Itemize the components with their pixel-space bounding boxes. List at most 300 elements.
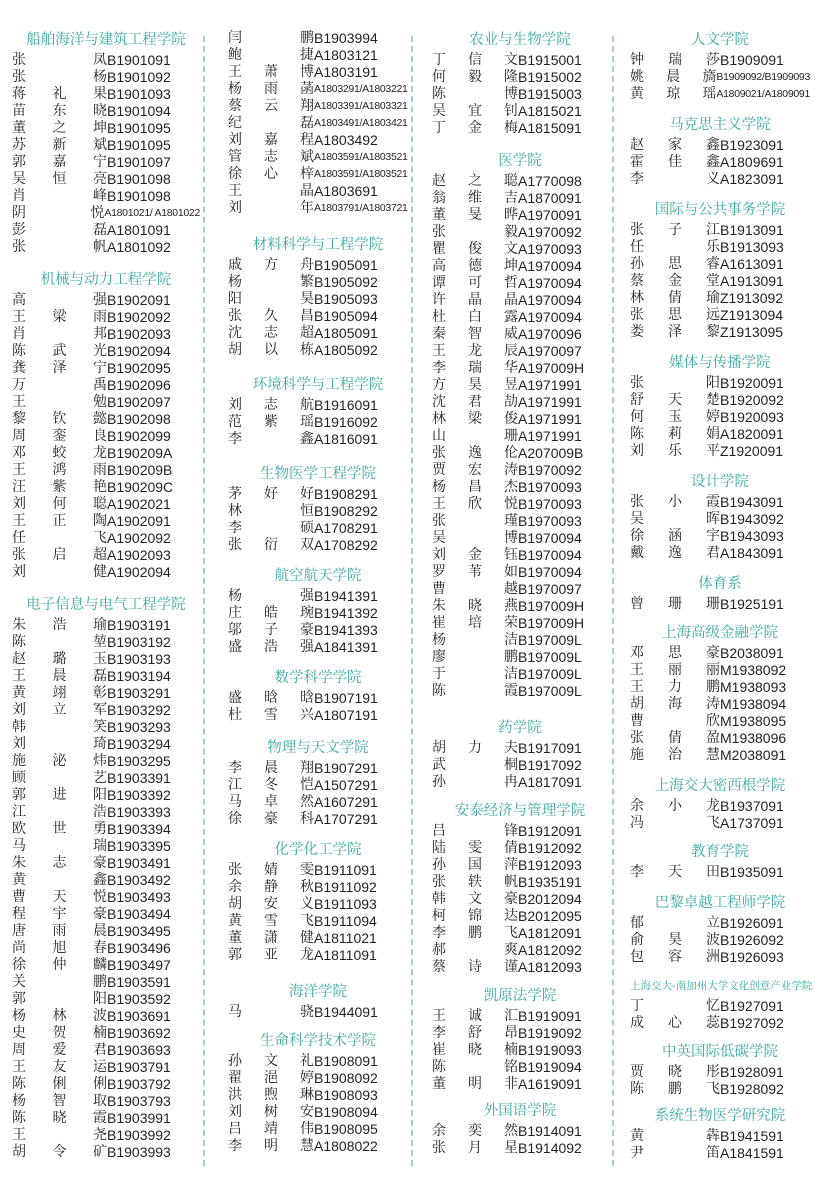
list-item bbox=[630, 662, 810, 679]
student-name: 蔡诗谨 bbox=[432, 959, 518, 975]
list-item bbox=[432, 173, 608, 190]
student-id: A1815021 bbox=[518, 103, 582, 119]
student-id: B1908291 bbox=[314, 486, 378, 502]
section-title: 外国语学院 bbox=[483, 1103, 557, 1119]
list-item bbox=[432, 891, 608, 908]
student-id: B1927092 bbox=[720, 1015, 784, 1031]
student-id: B1916092 bbox=[314, 414, 378, 430]
faculty-section bbox=[432, 986, 608, 1093]
student-name: 王诚汇 bbox=[432, 1008, 518, 1024]
student-id: B1901093 bbox=[107, 86, 171, 102]
student-id: B1903495 bbox=[107, 923, 171, 939]
list-item bbox=[432, 241, 608, 258]
student-id: B1926093 bbox=[720, 949, 784, 965]
student-id: B1920091 bbox=[720, 375, 784, 391]
section-title: 系统生物医学研究院 bbox=[654, 1108, 786, 1124]
student-id: B1901097 bbox=[107, 154, 171, 170]
student-id: A1817091 bbox=[518, 774, 582, 790]
list-item bbox=[432, 598, 608, 615]
student-name: 丁 忆 bbox=[630, 998, 720, 1014]
student-id: A1809691 bbox=[720, 154, 784, 170]
student-id: A1820091 bbox=[720, 426, 784, 442]
student-id: B2012095 bbox=[518, 908, 582, 924]
list-item bbox=[228, 760, 408, 777]
list-item bbox=[12, 513, 200, 530]
student-name: 曹 越 bbox=[432, 581, 518, 597]
list-item bbox=[228, 862, 408, 879]
student-name: 王丽丽 bbox=[630, 662, 720, 678]
student-id: Z1920091 bbox=[720, 443, 784, 459]
student-name: 李 硕 bbox=[228, 520, 314, 536]
student-id: B1925191 bbox=[720, 596, 784, 612]
student-name: 刘乐平 bbox=[630, 443, 720, 459]
list-item bbox=[12, 154, 200, 171]
student-name: 黄雪飞 bbox=[228, 913, 314, 929]
student-name: 张倩盈 bbox=[630, 730, 720, 746]
student-name: 庄皓琬 bbox=[228, 605, 314, 621]
student-id: A1870091 bbox=[518, 190, 582, 206]
student-id: B1941392 bbox=[314, 605, 378, 621]
student-name: 范紫瑶 bbox=[228, 414, 314, 430]
student-id: B1927091 bbox=[720, 998, 784, 1014]
student-id: A1801021/ A1801022 bbox=[104, 207, 200, 219]
list-item bbox=[630, 443, 810, 460]
student-id: B1903592 bbox=[107, 991, 171, 1007]
student-name: 陈 堃 bbox=[12, 634, 107, 650]
student-name: 尚旭春 bbox=[12, 940, 107, 956]
faculty-section bbox=[630, 842, 810, 881]
student-name: 张 阳 bbox=[630, 375, 720, 391]
faculty-section bbox=[630, 976, 813, 1032]
student-id: B1903295 bbox=[107, 753, 171, 769]
student-name: 刘嘉程 bbox=[228, 132, 314, 148]
student-id: A1970094 bbox=[518, 309, 582, 325]
list-item bbox=[630, 713, 810, 730]
student-name: 刘 年 bbox=[228, 200, 314, 216]
student-name: 鲍 捷 bbox=[228, 47, 314, 63]
student-name: 方昊昱 bbox=[432, 377, 518, 393]
student-name: 阴 悦 bbox=[12, 205, 105, 221]
list-item bbox=[12, 804, 200, 821]
list-item bbox=[432, 740, 608, 757]
list-item bbox=[432, 275, 608, 292]
student-name: 廖 鹏 bbox=[432, 649, 518, 665]
student-name: 王 尧 bbox=[12, 1127, 107, 1143]
student-id: A1843091 bbox=[720, 545, 784, 561]
list-item bbox=[630, 815, 810, 832]
list-item bbox=[228, 622, 408, 639]
list-item bbox=[12, 205, 200, 222]
list-item bbox=[630, 273, 810, 290]
student-name: 郭进阳 bbox=[12, 787, 107, 803]
list-item bbox=[432, 86, 608, 103]
student-name: 陈晓霞 bbox=[12, 1110, 107, 1126]
student-name: 瞿俊文 bbox=[432, 241, 518, 257]
student-name: 俞昊波 bbox=[630, 932, 720, 948]
list-item bbox=[12, 530, 200, 547]
student-id: B1919091 bbox=[518, 1008, 582, 1024]
student-id: A1811091 bbox=[314, 947, 377, 963]
list-item bbox=[12, 171, 200, 188]
list-item bbox=[432, 925, 608, 942]
student-id: A1971991 bbox=[518, 394, 582, 410]
student-name: 杨 强 bbox=[228, 588, 314, 604]
student-name: 徐心梓 bbox=[228, 166, 314, 182]
list-item bbox=[228, 342, 408, 359]
student-id: A1971991 bbox=[518, 411, 582, 427]
student-name: 郭嘉宁 bbox=[12, 154, 107, 170]
student-id: A1507291 bbox=[314, 777, 378, 793]
student-id: A1970094 bbox=[518, 275, 582, 291]
student-id: B1908095 bbox=[314, 1121, 378, 1137]
student-name: 吕靖伟 bbox=[228, 1121, 314, 1137]
list-item bbox=[228, 166, 408, 183]
list-item bbox=[12, 906, 200, 923]
list-item bbox=[432, 309, 608, 326]
student-id: B1913093 bbox=[720, 239, 784, 255]
student-id: B1970094 bbox=[518, 547, 582, 563]
section-title: 巴黎卓越工程师学院 bbox=[654, 895, 786, 911]
list-item bbox=[630, 1015, 810, 1032]
student-name: 吴宜钊 bbox=[432, 103, 518, 119]
student-id: B1901095 bbox=[107, 120, 171, 136]
student-name: 黄 鑫 bbox=[12, 872, 107, 888]
student-name: 韩 笑 bbox=[12, 719, 107, 735]
student-name: 张逸伦 bbox=[432, 445, 518, 461]
student-name: 陆雯倩 bbox=[432, 840, 518, 856]
student-name: 周銮良 bbox=[12, 428, 107, 444]
student-id: B2012094 bbox=[518, 891, 582, 907]
student-id: B1902092 bbox=[107, 309, 171, 325]
student-name: 阳 昊 bbox=[228, 291, 314, 307]
list-item bbox=[432, 564, 608, 581]
list-item bbox=[12, 239, 200, 256]
student-id: B1903192 bbox=[107, 634, 171, 650]
list-item bbox=[12, 991, 200, 1008]
list-item bbox=[432, 581, 608, 598]
student-name: 王正陶 bbox=[12, 513, 107, 529]
list-item bbox=[228, 690, 408, 707]
student-id: A1613091 bbox=[720, 256, 784, 272]
student-name: 胡令矿 bbox=[12, 1144, 107, 1160]
list-item bbox=[432, 428, 608, 445]
student-name: 朱志豪 bbox=[12, 855, 107, 871]
student-name: 郁 立 bbox=[630, 915, 720, 931]
list-item bbox=[432, 942, 608, 959]
list-item bbox=[432, 190, 608, 207]
student-id: B1903591 bbox=[107, 974, 171, 990]
student-name: 沈君劼 bbox=[432, 394, 518, 410]
student-name: 任 乐 bbox=[630, 239, 720, 255]
student-id: B1902098 bbox=[107, 411, 171, 427]
student-name: 张 凤 bbox=[12, 52, 107, 68]
student-name: 徐豪科 bbox=[228, 811, 314, 827]
student-name: 李舒昂 bbox=[432, 1025, 518, 1041]
student-id: A1809021/A1809091 bbox=[716, 88, 810, 100]
student-id: B197009L bbox=[518, 632, 582, 648]
student-name: 张 杨 bbox=[12, 69, 107, 85]
list-item bbox=[432, 343, 608, 360]
student-name: 王力鹏 bbox=[630, 679, 720, 695]
list-item bbox=[432, 874, 608, 891]
student-name: 丁信文 bbox=[432, 52, 518, 68]
student-id: B1903292 bbox=[107, 702, 171, 718]
list-item bbox=[630, 932, 810, 949]
student-name: 刘立军 bbox=[12, 702, 107, 718]
list-item bbox=[432, 103, 608, 120]
faculty-section bbox=[630, 574, 810, 613]
student-id: B1970094 bbox=[518, 564, 582, 580]
list-item bbox=[432, 840, 608, 857]
student-name: 郭 阳 bbox=[12, 991, 107, 1007]
faculty-section bbox=[228, 235, 408, 359]
list-item bbox=[432, 757, 608, 774]
student-name: 舒天楚 bbox=[630, 392, 720, 408]
list-item bbox=[12, 428, 200, 445]
student-id: A1707291 bbox=[314, 811, 378, 827]
student-id: B1919092 bbox=[518, 1025, 582, 1041]
student-id: A1970097 bbox=[518, 343, 582, 359]
student-id: B1903993 bbox=[107, 1144, 171, 1160]
list-item bbox=[630, 239, 810, 256]
student-id: B1914092 bbox=[518, 1140, 582, 1156]
student-id: B1928092 bbox=[720, 1081, 784, 1097]
list-item bbox=[12, 1093, 200, 1110]
student-id: A1812092 bbox=[518, 942, 582, 958]
student-name: 吴 晖 bbox=[630, 511, 720, 527]
student-name: 吴 博 bbox=[432, 530, 518, 546]
student-name: 杜雪兴 bbox=[228, 707, 314, 723]
student-name: 杨林波 bbox=[12, 1008, 107, 1024]
section-title: 上海交大密西根学院 bbox=[654, 778, 786, 794]
section-title: 电子信息与电气工程学院 bbox=[26, 597, 186, 613]
list-item bbox=[432, 411, 608, 428]
student-name: 孙国萍 bbox=[432, 857, 518, 873]
list-item bbox=[228, 947, 408, 964]
faculty-section bbox=[228, 982, 408, 1021]
student-id: B1911091 bbox=[314, 862, 377, 878]
student-name: 董潇健 bbox=[228, 930, 314, 946]
list-item bbox=[630, 696, 810, 713]
list-item bbox=[12, 702, 200, 719]
list-item bbox=[12, 496, 200, 513]
list-item bbox=[12, 617, 200, 634]
section-title: 安泰经济与管理学院 bbox=[454, 803, 586, 819]
student-name: 戴逸君 bbox=[630, 545, 720, 561]
student-id: B1901095 bbox=[107, 137, 171, 153]
list-item bbox=[12, 1008, 200, 1025]
student-name: 孙文礼 bbox=[228, 1053, 314, 1069]
student-name: 马 瑞 bbox=[12, 838, 107, 854]
student-name: 胡海涛 bbox=[630, 696, 720, 712]
student-id: B1915001 bbox=[518, 52, 582, 68]
student-name: 蒋礼果 bbox=[12, 86, 107, 102]
student-name: 郭亚龙 bbox=[228, 947, 314, 963]
list-item bbox=[630, 409, 810, 426]
faculty-section bbox=[228, 840, 408, 964]
student-id: B1903394 bbox=[107, 821, 171, 837]
student-id: B197009H bbox=[518, 615, 585, 631]
student-id: B1926091 bbox=[720, 915, 784, 931]
list-item bbox=[12, 1076, 200, 1093]
list-item bbox=[630, 137, 810, 154]
list-item bbox=[432, 666, 608, 683]
student-name: 王梁雨 bbox=[12, 309, 107, 325]
faculty-section bbox=[12, 270, 200, 581]
student-id: A1970091 bbox=[518, 207, 582, 223]
student-name: 邬子豪 bbox=[228, 622, 314, 638]
student-id: B1901092 bbox=[107, 69, 171, 85]
list-item bbox=[630, 679, 810, 696]
student-name: 邓思豪 bbox=[630, 645, 720, 661]
student-id: B1909091 bbox=[720, 52, 784, 68]
student-name: 程宇豪 bbox=[12, 906, 107, 922]
student-id: A1805092 bbox=[314, 342, 378, 358]
student-id: A1619091 bbox=[518, 1076, 582, 1092]
section-title: 船舶海洋与建筑工程学院 bbox=[26, 32, 186, 48]
list-item bbox=[12, 479, 200, 496]
list-item bbox=[228, 308, 408, 325]
student-id: B1903291 bbox=[107, 685, 171, 701]
list-item bbox=[228, 1121, 408, 1138]
section-title: 人文学院 bbox=[691, 32, 749, 48]
student-name: 李鹏飞 bbox=[432, 925, 518, 941]
student-name: 王友运 bbox=[12, 1059, 107, 1075]
section-title: 物理与天文学院 bbox=[267, 740, 369, 756]
list-item bbox=[432, 683, 608, 700]
student-name: 李 义 bbox=[630, 171, 720, 187]
student-id: B1902094 bbox=[107, 343, 171, 359]
student-id: A1841591 bbox=[720, 1145, 784, 1161]
student-name: 何玉婷 bbox=[630, 409, 720, 425]
student-id: B1970092 bbox=[518, 462, 582, 478]
student-id: B1917092 bbox=[518, 757, 582, 773]
student-id: B1903691 bbox=[107, 1008, 171, 1024]
student-id: B1903491 bbox=[107, 855, 171, 871]
student-id: B1912093 bbox=[518, 857, 582, 873]
list-item bbox=[12, 103, 200, 120]
section-title: 生物医学工程学院 bbox=[260, 466, 376, 482]
student-id: Z1913092 bbox=[720, 290, 784, 306]
student-id: B1917091 bbox=[518, 740, 582, 756]
column-1 bbox=[12, 30, 200, 1161]
faculty-section bbox=[630, 30, 810, 103]
student-name: 张月星 bbox=[432, 1140, 518, 1156]
list-item bbox=[228, 913, 408, 930]
student-id: A1812093 bbox=[518, 959, 582, 975]
faculty-section bbox=[630, 893, 810, 966]
list-item bbox=[12, 445, 200, 462]
student-id: B1943093 bbox=[720, 528, 784, 544]
list-item bbox=[432, 649, 608, 666]
student-name: 董之坤 bbox=[12, 120, 107, 136]
list-item bbox=[630, 290, 810, 307]
faculty-section bbox=[228, 738, 408, 828]
student-id: A1970093 bbox=[518, 241, 582, 257]
student-name: 马卓然 bbox=[228, 794, 314, 810]
list-item bbox=[630, 52, 810, 69]
student-id: B1937091 bbox=[720, 798, 784, 814]
list-item bbox=[432, 823, 608, 840]
student-id: A1803691 bbox=[314, 183, 378, 199]
list-item bbox=[12, 462, 200, 479]
list-item bbox=[630, 915, 810, 932]
column-divider bbox=[411, 36, 413, 1166]
student-name: 陈鹏飞 bbox=[630, 1081, 720, 1097]
column-2 bbox=[228, 30, 408, 1155]
student-id: A1770098 bbox=[518, 173, 582, 189]
faculty-section bbox=[228, 668, 408, 724]
student-name: 张久昌 bbox=[228, 308, 314, 324]
list-item bbox=[432, 69, 608, 86]
list-item bbox=[228, 486, 408, 503]
student-id: B1905093 bbox=[314, 291, 378, 307]
list-item bbox=[228, 1138, 408, 1155]
list-item bbox=[630, 511, 810, 528]
student-name: 李 鑫 bbox=[228, 431, 314, 447]
student-name: 余静秋 bbox=[228, 879, 314, 895]
student-name: 于 洁 bbox=[432, 666, 518, 682]
section-title: 生命科学技术学院 bbox=[260, 1033, 376, 1049]
list-item bbox=[630, 596, 810, 613]
student-name: 关 鹏 bbox=[12, 974, 107, 990]
student-name: 杨 繁 bbox=[228, 274, 314, 290]
student-name: 肖 邦 bbox=[12, 326, 107, 342]
student-name: 施治慧 bbox=[630, 747, 720, 763]
student-id: A1902091 bbox=[107, 513, 171, 529]
student-id: B1941591 bbox=[720, 1128, 784, 1144]
faculty-section bbox=[630, 1042, 810, 1098]
list-item bbox=[228, 414, 408, 431]
student-id: B1905092 bbox=[314, 274, 378, 290]
list-item bbox=[12, 923, 200, 940]
student-name: 成心蕊 bbox=[630, 1015, 720, 1031]
student-name: 龚泽宁 bbox=[12, 360, 107, 376]
faculty-section bbox=[630, 115, 810, 188]
student-id: B1903293 bbox=[107, 719, 171, 735]
student-name: 汪紫艳 bbox=[12, 479, 107, 495]
section-title: 马克思主义学院 bbox=[669, 117, 771, 133]
student-id: B1908092 bbox=[314, 1070, 378, 1086]
student-name: 张启超 bbox=[12, 547, 107, 563]
faculty-section bbox=[432, 1101, 608, 1157]
student-id: B1907291 bbox=[314, 760, 378, 776]
list-item bbox=[432, 462, 608, 479]
list-item bbox=[12, 1144, 200, 1161]
section-title: 数学科学学院 bbox=[274, 670, 362, 686]
list-item bbox=[630, 864, 810, 881]
faculty-section bbox=[228, 1031, 408, 1155]
student-name: 姚晨旖 bbox=[630, 69, 717, 85]
list-item bbox=[12, 872, 200, 889]
student-id: A1808022 bbox=[314, 1138, 378, 1154]
student-name: 茅好好 bbox=[228, 486, 314, 502]
student-name: 王 勉 bbox=[12, 394, 107, 410]
section-title: 上海高级金融学院 bbox=[662, 625, 778, 641]
list-item bbox=[228, 30, 408, 47]
student-name: 李瑞华 bbox=[432, 360, 518, 376]
faculty-section bbox=[630, 1106, 810, 1162]
list-item bbox=[630, 494, 810, 511]
student-name: 许晶晶 bbox=[432, 292, 518, 308]
faculty-section bbox=[432, 801, 608, 976]
student-name: 孙 冉 bbox=[432, 774, 518, 790]
column-divider bbox=[203, 36, 205, 1166]
student-id: B1935091 bbox=[720, 864, 784, 880]
list-item bbox=[432, 360, 608, 377]
student-id: B1911092 bbox=[314, 879, 377, 895]
list-item bbox=[228, 605, 408, 622]
